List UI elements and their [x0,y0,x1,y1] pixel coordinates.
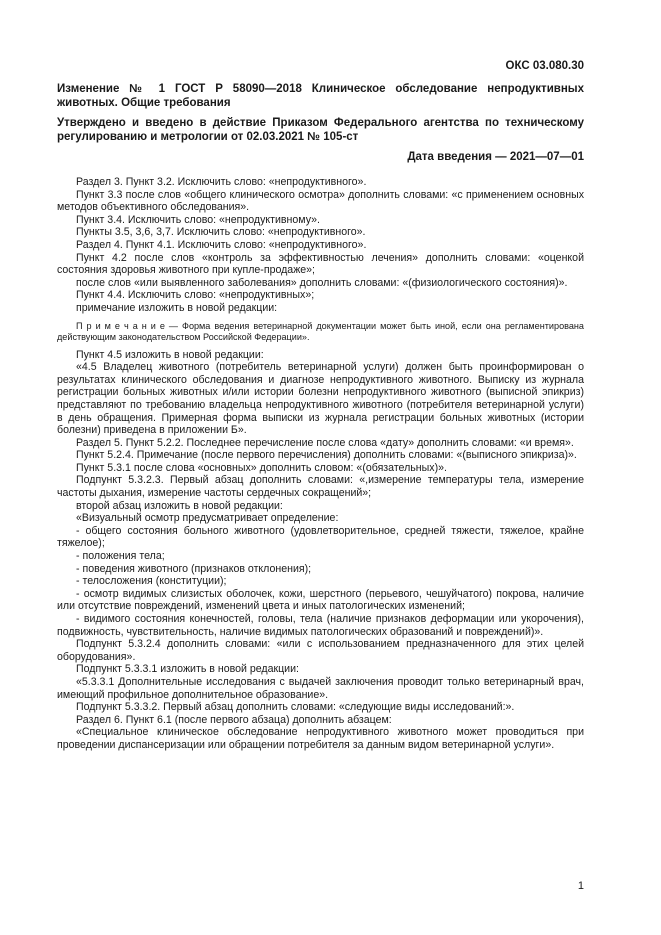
list-item: - общего состояния больного животного (удовлетворительное, средней тяжести, тяжелое, крайне тяжелое); [57,524,584,550]
paragraph: «Специальное клиническое обследование непродуктивного животного может проводиться при проведении диспансеризации или обращении потребителя за данным видом ветеринарной услуги». [57,726,584,751]
paragraph: Подпункт 5.3.3.2. Первый абзац дополнить словами: «следующие виды исследований:». [76,701,515,714]
list-item: - видимого состояния конечностей, головы, тела (наличие признаков деформации или укорочения), подвижность, чувствительность, наличие видимых патологических образований и повреждений)». [57,613,584,638]
paragraph: после слов «или выявленного заболевания» дополнить словами: «(физиологического состояния)». [76,276,568,289]
paragraph: «Визуальный осмотр предусматривает определение: [76,512,339,525]
paragraph: Пункт 5.2.4. Примечание (после первого перечисления) дополнить словами: «(выписного эпикриза)». [76,449,577,462]
paragraph: Пункт 4.5 изложить в новой редакции: [76,348,264,361]
paragraph: Подпункт 5.3.3.1 изложить в новой редакции: [76,663,299,676]
note-text: — Форма ведения ветеринарной документации может быть иной, если она регламентирована действующим законодательством Российской Федерации». [57,320,584,342]
paragraph: Раздел 4. Пункт 4.1. Исключить слово: «непродуктивного». [76,238,367,251]
note-block [57,321,584,343]
list-item: - положения тела; [76,550,165,563]
paragraph: Пункт 5.3.1 после слова «основных» дополнить словом: «(обязательных)». [76,461,447,474]
paragraph: Раздел 3. Пункт 3.2. Исключить слово: «непродуктивного». [76,176,367,188]
paragraph: Пункт 3.3 после слов «общего клинического осмотра» дополнить словами: «с применением основных методов объективного обследования». [57,188,584,214]
effective-date: Дата введения — 2021—07—01 [407,151,584,163]
oks-code: ОКС 03.080.30 [505,60,584,72]
note-label: П р и м е ч а н и е [76,320,165,331]
paragraph: Раздел 6. Пункт 6.1 (после первого абзаца) дополнить абзацем: [76,713,392,726]
paragraph: Пункт 4.4. Исключить слово: «непродуктивных»; [76,289,315,302]
paragraph: Пункт 4.2 после слов «контроль за эффективностью лечения» дополнить словами: «оценкой состояния здоровья животного при купле-продаже»; [57,251,584,277]
paragraph: Подпункт 5.3.2.3. Первый абзац дополнить словами: «,измерение температуры тела, измерение частоты дыхания, измерение частоты сердечных сокращений»; [57,474,584,500]
list-item: - поведения животного (признаков отклонения); [76,562,312,575]
list-item: - осмотр видимых слизистых оболочек, кожи, шерстного (перьевого, чешуйчатого) покрова, наличие или отсутствие повреждений, изменений цвета и иных патологических изменений; [57,587,584,613]
list-item: - телосложения (конституции); [76,575,227,588]
paragraph: второй абзац изложить в новой редакции: [76,499,283,512]
paragraph: Пункты 3.5, 3,6, 3,7. Исключить слово: «непродуктивного». [76,226,366,239]
amendment-title: Изменение № 1 ГОСТ Р 58090—2018 Клиническое обследование непродуктивных животных. Общие требования [57,83,584,109]
approval-statement: Утверждено и введено в действие Приказом Федерального агентства по техническому регулированию и метрологии от 02.03.2021 № 105-ст [57,117,584,143]
paragraph: Подпункт 5.3.2.4 дополнить словами: «или с использованием предназначенного для этих целей оборудования». [57,638,584,663]
paragraph: «5.3.3.1 Дополнительные исследования с выдачей заключения проводит только ветеринарный врач, имеющий профильное дополнительное образование». [57,675,584,701]
paragraph: Пункт 3.4. Исключить слово: «непродуктивному». [76,213,320,226]
paragraph: примечание изложить в новой редакции: [76,301,278,314]
page-number: 1 [577,880,584,892]
paragraph: «4.5 Владелец животного (потребитель ветеринарной услуги) должен быть проинформирован о результатах клинического обследования и диагнозе непродуктивного животного. Выписку из журнала регистрации больных животных и/или истории болезни непродуктивного животного (выписной эпикриз) представляют по требованию владельца непродуктивного животного (потребителя ветеринарной услуги) в день обращения. Примерная форма выписки из журнала регистрации больных животных (истории болезни) приведена в приложении Б». [57,361,584,437]
document-body [57,176,584,752]
paragraph: Раздел 5. Пункт 5.2.2. Последнее перечисление после слова «дату» дополнить словами: «и время». [76,436,574,449]
